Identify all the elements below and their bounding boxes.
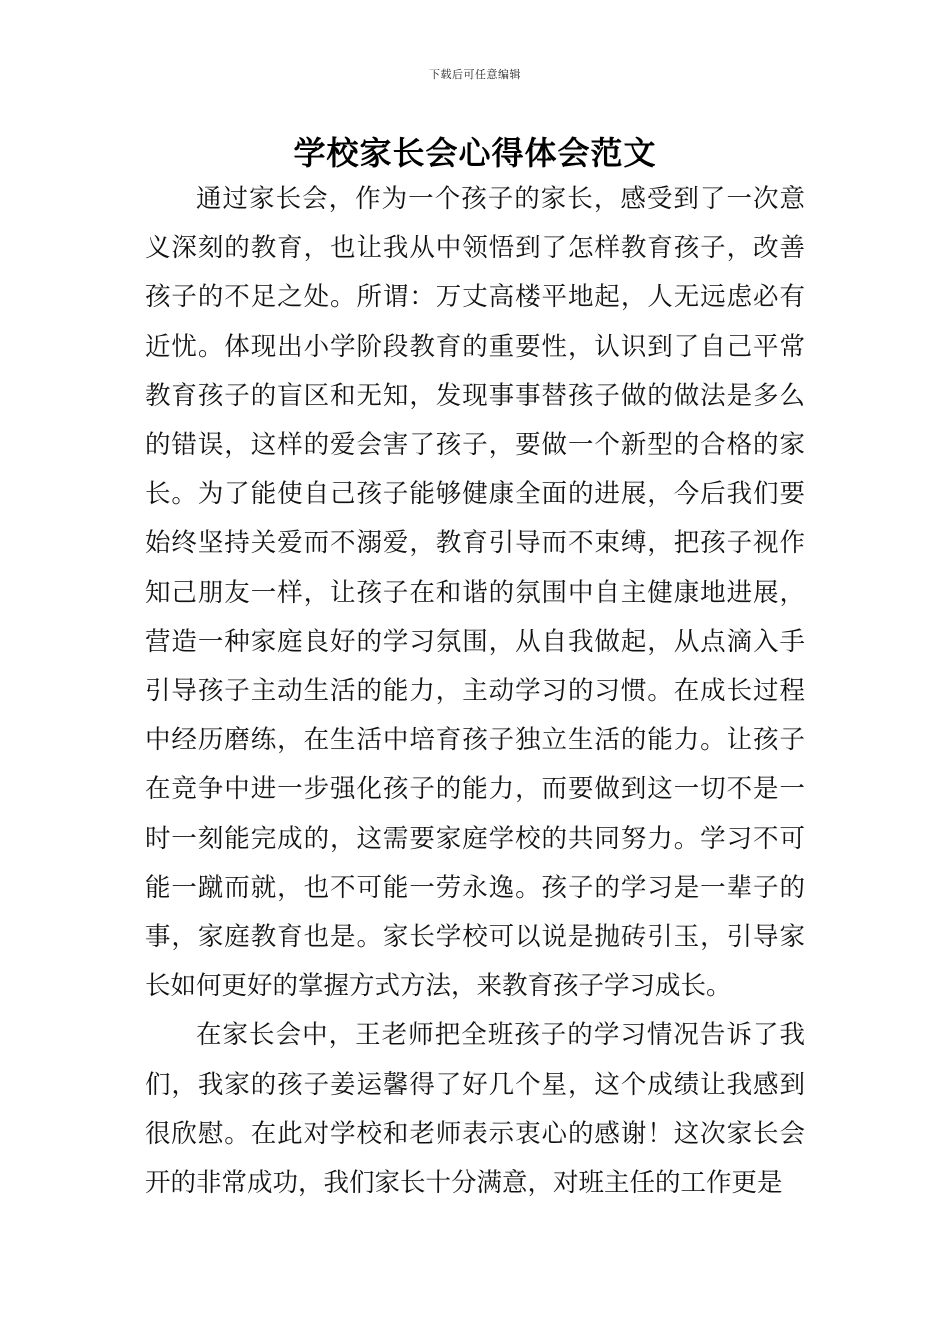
document-body: [145, 175, 805, 1208]
document-title: 学校家长会心得体会范文: [293, 134, 657, 172]
paragraph: 通过家长会，作为一个孩子的家长，感受到了一次意义深刻的教育，也让我从中领悟到了怎样教育孩子，改善孩子的不足之处。所谓：万丈高楼平地起，人无远虑必有近忧。体现出小学阶段教育的重要性，认识到了自己平常教育孩子的盲区和无知，发现事事替孩子做的做法是多么的错误，这样的爱会害了孩子，要做一个新型的合格的家长。为了能使自己孩子能够健康全面的进展，今后我们要始终坚持关爱而不溺爱，教育引导而不束缚，把孩子视作知己朋友一样，让孩子在和谐的氛围中自主健康地进展，营造一种家庭良好的学习氛围，从自我做起，从点滴入手引导孩子主动生活的能力，主动学习的习惯。在成长过程中经历磨练，在生活中培育孩子独立生活的能力。让孩子在竞争中进一步强化孩子的能力，而要做到这一切不是一时一刻能完成的，这需要家庭学校的共同努力。学习不可能一蹴而就，也不可能一劳永逸。孩子的学习是一辈子的事，家庭教育也是。家长学校可以说是抛砖引玉，引导家长如何更好的掌握方式方法，来教育孩子学习成长。: [145, 184, 805, 1002]
header-note: 下载后可任意编辑: [429, 68, 521, 81]
paragraph: 在家长会中，王老师把全班孩子的学习情况告诉了我们，我家的孩子姜运馨得了好几个星，这个成绩让我感到很欣慰。在此对学校和老师表示衷心的感谢！这次家长会开的非常成功，我们家长十分满意，对班主任的工作更是: [145, 1020, 805, 1199]
